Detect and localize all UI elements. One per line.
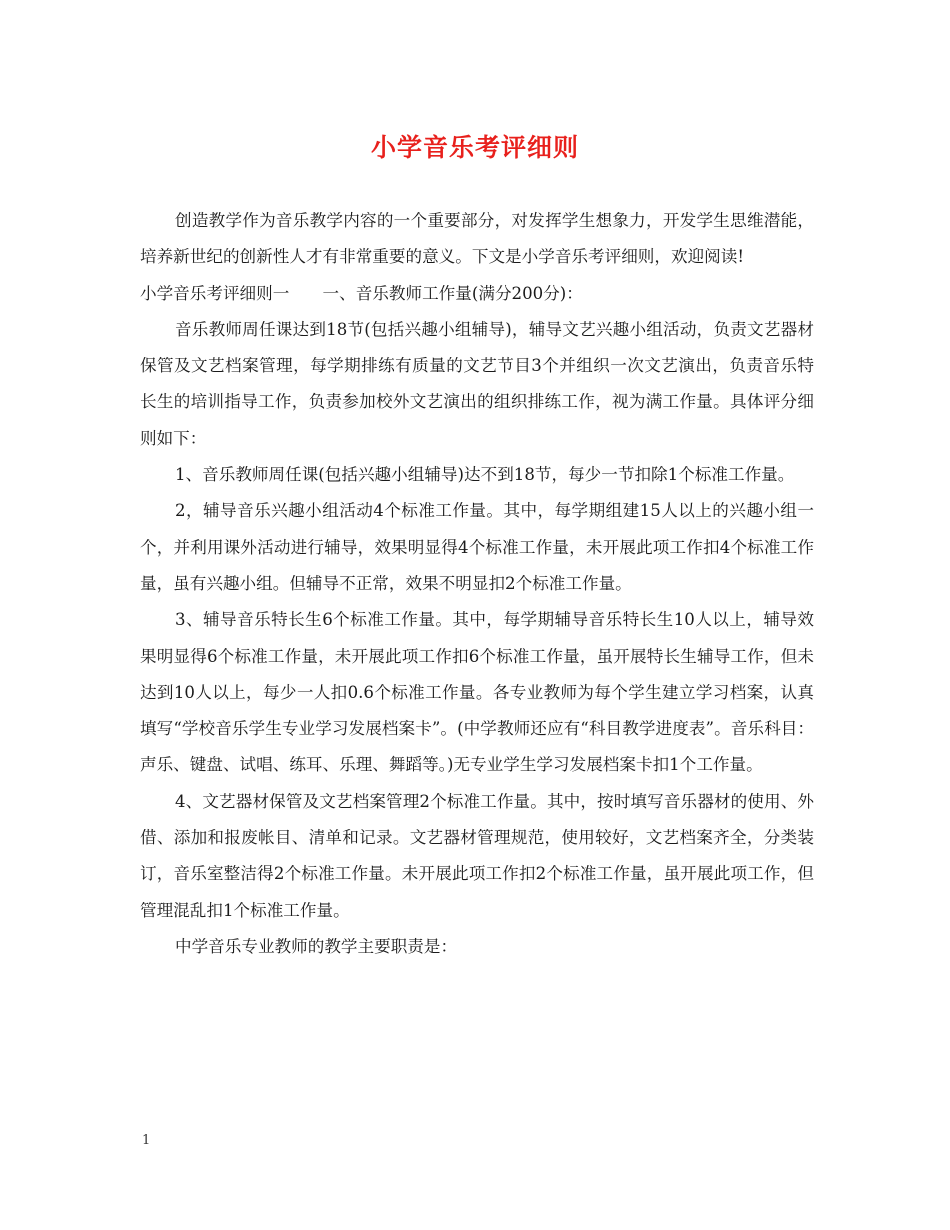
page-number: 1 [142, 1133, 151, 1148]
document-body [140, 203, 814, 965]
paragraph-duties-heading: 中学音乐专业教师的教学主要职责是： [175, 936, 458, 956]
paragraph-section-heading: 小学音乐考评细则一 一、音乐教师工作量(满分200分)： [140, 283, 583, 303]
paragraph-rule-3: 3、辅导音乐特长生6个标准工作量。其中，每学期辅导音乐特长生10人以上，辅导效果明显得6个标准工作量，未开展此项工作扣6个标准工作量，虽开展特长生辅导工作，但未达到10人以上，每少一人扣0.6个标准工作量。各专业教师为每个学生建立学习档案，认真填写“学校音乐学生专业学习发展档案卡”。(中学教师还应有“科目教学进度表”。音乐科目：声乐、键盘、试唱、练耳、乐理、舞蹈等。)无专业学生学习发展档案卡扣1个工作量。 [140, 610, 814, 775]
document-title: 小学音乐考评细则 [370, 133, 579, 162]
paragraph-intro: 创造教学作为音乐教学内容的一个重要部分，对发挥学生想象力，开发学生思维潜能，培养新世纪的创新性人才有非常重要的意义。下文是小学音乐考评细则，欢迎阅读! [140, 211, 814, 267]
paragraph-rule-4: 4、文艺器材保管及文艺档案管理2个标准工作量。其中，按时填写音乐器材的使用、外借、添加和报废帐目、清单和记录。文艺器材管理规范，使用较好，文艺档案齐全，分类装订，音乐室整洁得2个标准工作量。未开展此项工作扣2个标准工作量，虽开展此项工作，但管理混乱扣1个标准工作量。 [140, 791, 814, 920]
paragraph-workload-overview: 音乐教师周任课达到18节(包括兴趣小组辅导)，辅导文艺兴趣小组活动，负责文艺器材保管及文艺档案管理，每学期排练有质量的文艺节目3个并组织一次文艺演出，负责音乐特长生的培训指导工作，负责参加校外文艺演出的组织排练工作，视为满工作量。具体评分细则如下： [140, 319, 814, 448]
paragraph-rule-2: 2，辅导音乐兴趣小组活动4个标准工作量。其中，每学期组建15人以上的兴趣小组一个，并利用课外活动进行辅导，效果明显得4个标准工作量，未开展此项工作扣4个标准工作量，虽有兴趣小组。但辅导不正常，效果不明显扣2个标准工作量。 [140, 501, 814, 593]
paragraph-rule-1: 1、音乐教师周任课(包括兴趣小组辅导)达不到18节，每少一节扣除1个标准工作量。 [175, 465, 795, 485]
